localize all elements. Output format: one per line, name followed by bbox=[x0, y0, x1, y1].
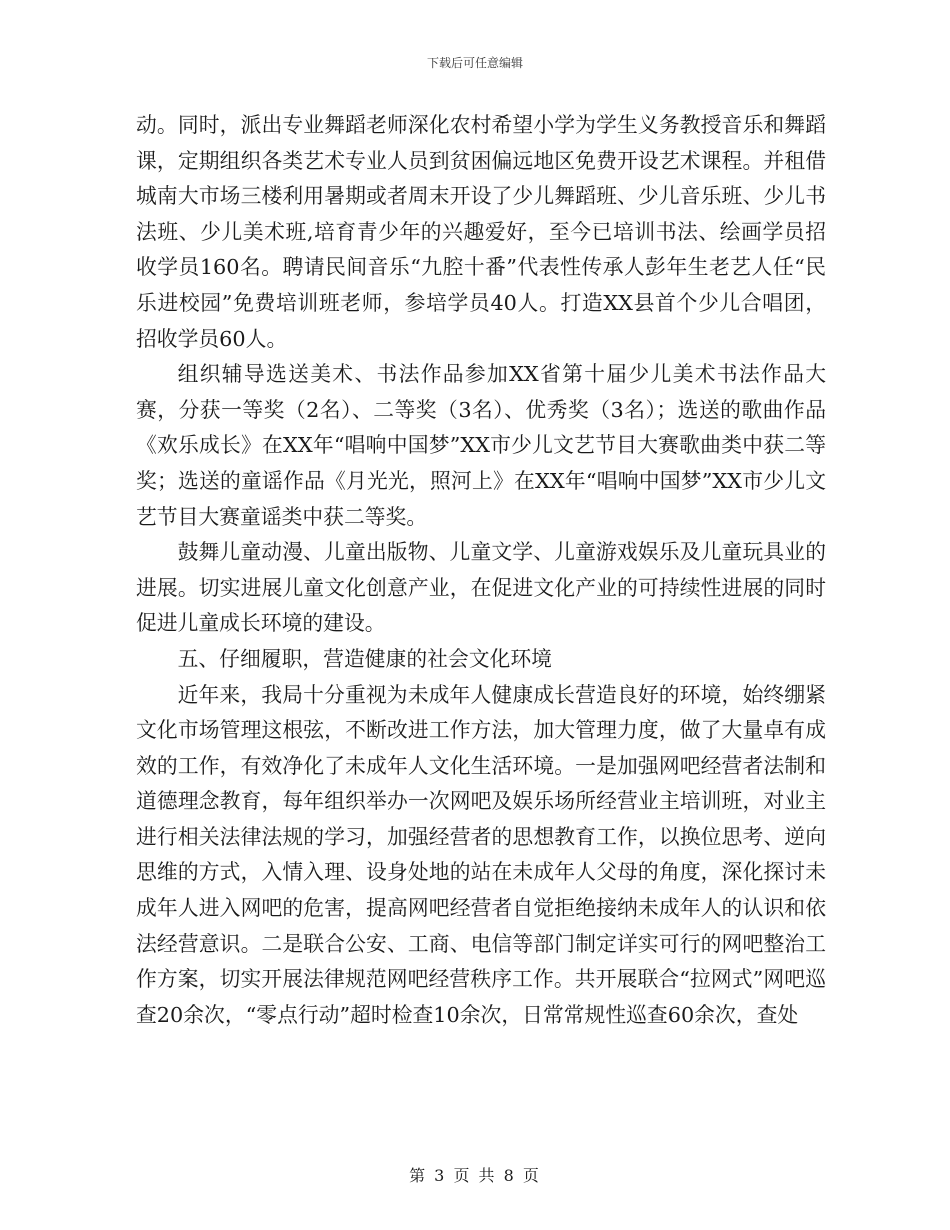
paragraph-market-management: 近年来，我局十分重视为未成年人健康成长营造良好的环境，始终绷紧文化市场管理这根弦，不断改进工作方法，加大管理力度，做了大量卓有成效的工作，有效净化了未成年人文化生活环境。一是加强网吧经营者法制和道德理念教育，每年组织举办一次网吧及娱乐场所经营业主培训班，对业主进行相关法律法规的学习，加强经营者的思想教育工作，以换位思考、逆向思维的方式，入情入理、设身处地的站在未成年人父母的角度，深化探讨未成年人进入网吧的危害，提高网吧经营者自觉拒绝接纳未成年人的认识和依法经营意识。二是联合公安、工商、电信等部门制定详实可行的网吧整治工作方案，切实开展法律规范网吧经营秩序工作。共开展联合“拉网式”网吧巡查20余次，“零点行动”超时检查10余次，日常常规性巡查60余次，查处 bbox=[136, 682, 826, 1027]
paragraph-continued: 动。同时，派出专业舞蹈老师深化农村希望小学为学生义务教授音乐和舞蹈课，定期组织各类艺术专业人员到贫困偏远地区免费开设艺术课程。并租借城南大市场三楼利用暑期或者周末开设了少儿舞蹈班、少儿音乐班、少儿书法班、少儿美术班,培育青少年的兴趣爱好，至今已培训书法、绘画学员招收学员160名。聘请民间音乐“九腔十番”代表性传承人彭年生老艺人任“民乐进校园”免费培训班老师，参培学员40人。打造XX县首个少儿合唱团，招收学员60人。 bbox=[136, 113, 826, 351]
paragraph-awards: 组织辅导选送美术、书法作品参加XX省第十届少儿美术书法作品大赛，分获一等奖（2名）、二等奖（3名）、优秀奖（3名）；选送的歌曲作品《欢乐成长》在XX年“唱响中国梦”XX市少儿文艺节目大赛歌曲类中获二等奖；选送的童谣作品《月光光，照河上》在XX年“唱响中国梦”XX市少儿文艺节目大赛童谣类中获二等奖。 bbox=[136, 362, 826, 529]
document-body bbox=[136, 108, 826, 1033]
page-number: 第 3 页 共 8 页 bbox=[409, 1166, 541, 1185]
page-header-note: 下载后可任意编辑 bbox=[426, 56, 523, 70]
paragraph-children-industry: 鼓舞儿童动漫、儿童出版物、儿童文学、儿童游戏娱乐及儿童玩具业的进展。切实进展儿童文化创意产业，在促进文化产业的可持续性进展的同时促进儿童成长环境的建设。 bbox=[136, 540, 826, 636]
section-heading-five: 五、仔细履职，营造健康的社会文化环境 bbox=[177, 646, 552, 671]
